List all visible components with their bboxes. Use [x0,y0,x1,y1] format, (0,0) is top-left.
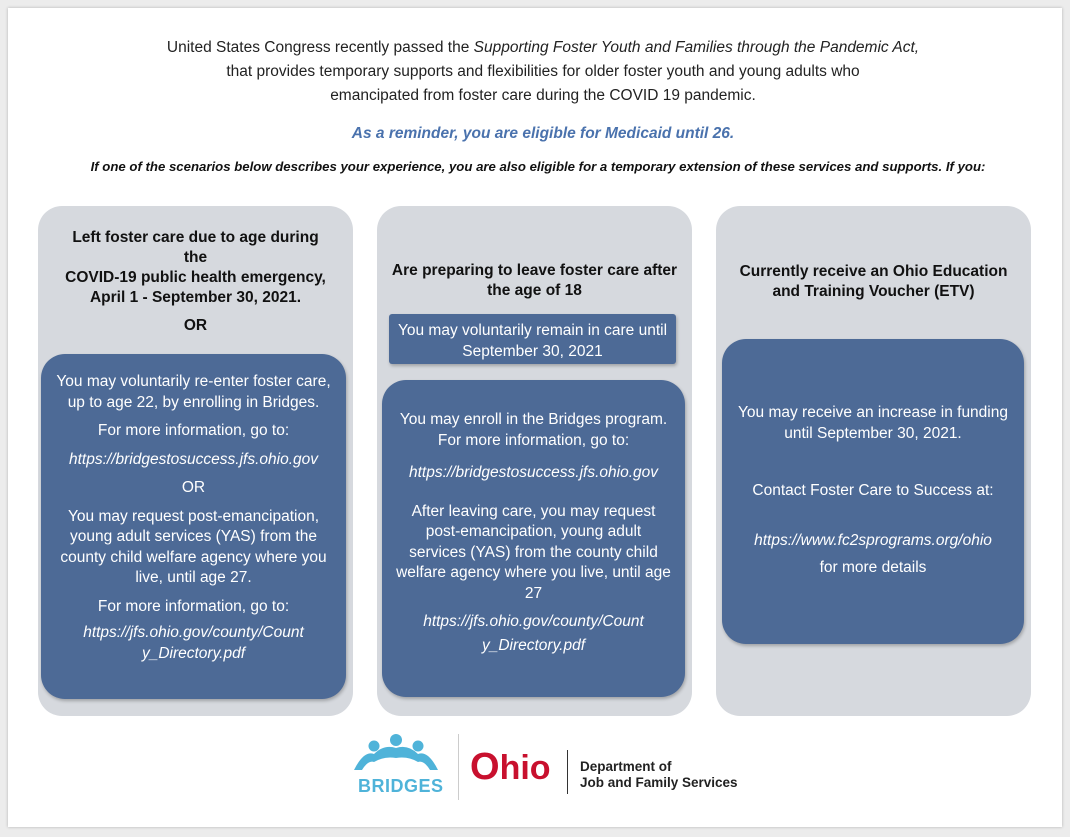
bridges-logo [350,734,442,800]
intro-line-1: United States Congress recently passed the Supporting Foster Youth and Families through the Pandemic Act, [166,39,920,56]
medicaid-reminder: As a reminder, you are eligible for Medicaid until 26. [351,125,735,142]
card-1-or: OR [183,317,208,334]
scenario-intro: If one of the scenarios below describes your experience, you are also eligible for a temporary extension of these services and supports. If you: [90,159,986,174]
intro-line-3: emancipated from foster care during the COVID 19 pandemic. [330,87,756,104]
intro-line-2: that provides temporary supports and flexibilities for older foster youth and young adults who [226,63,860,80]
bridges-figures-icon [350,734,442,776]
more-info-text-1: For more information, go to: [97,422,290,439]
reenter-text: You may voluntarily re-enter foster care, up to age 22, by enrolling in Bridges. [56,373,331,411]
more-info-text-2: For more information, go to: [97,597,290,615]
enroll-bridges-text: You may enroll in the Bridges program. For more information, go to: [399,411,668,449]
bridges-wordmark: BRIDGES [358,776,444,796]
ohio-logo: Ohio [470,746,551,788]
intro-paragraph [68,36,1018,108]
etv-funding-text: You may receive an increase in funding until September 30, 2021. [738,404,1008,442]
county-directory-link[interactable]: https://jfs.ohio.gov/county/Count y_Directory.pdf [83,624,304,662]
more-details-text: for more details [819,559,927,576]
bridges-link[interactable]: https://bridgestosuccess.jfs.ohio.gov [409,464,658,481]
card-1-box-or: OR [181,479,206,496]
contact-text: Contact Foster Care to Success at: [752,482,994,499]
bridges-link[interactable]: https://bridgestosuccess.jfs.ohio.gov [69,450,318,468]
flyer-page [8,8,1062,827]
department-name: Department of Job and Family Services [580,759,738,790]
card-1-info-box [41,354,346,699]
logo-divider [458,734,459,800]
card-1-heading: Left foster care due to age during the COVID-19 public health emergency, April 1 - September 30, 2021. OR [48,228,343,336]
scenario-card-leaving-care [377,206,692,716]
scenario-card-etv [716,206,1031,716]
county-directory-link[interactable]: https://jfs.ohio.gov/county/Count y_Directory.pdf [423,613,644,654]
scenario-card-left-care [38,206,353,716]
card-2-heading: Are preparing to leave foster care after the age of 18 [391,262,678,299]
after-leaving-text: After leaving care, you may request post-emancipation, young adult services (YAS) from the county child welfare agency where you live, until age 27 [396,502,671,602]
card-3-info-box [722,339,1024,644]
logo-divider-2 [567,750,568,794]
footer-logos [346,732,766,802]
fc2s-link[interactable]: https://www.fc2sprograms.org/ohio [754,531,992,549]
remain-in-care-box: You may voluntarily remain in care until September 30, 2021 [389,314,676,364]
card-2-info-box [382,380,685,697]
act-title: Supporting Foster Youth and Families through the Pandemic Act, [473,39,920,56]
card-3-heading: Currently receive an Ohio Education and Training Voucher (ETV) [739,263,1008,300]
yas-text: You may request post-emancipation, young adult services (YAS) from the county child welfare agency where you live, until age 27. [60,507,327,586]
